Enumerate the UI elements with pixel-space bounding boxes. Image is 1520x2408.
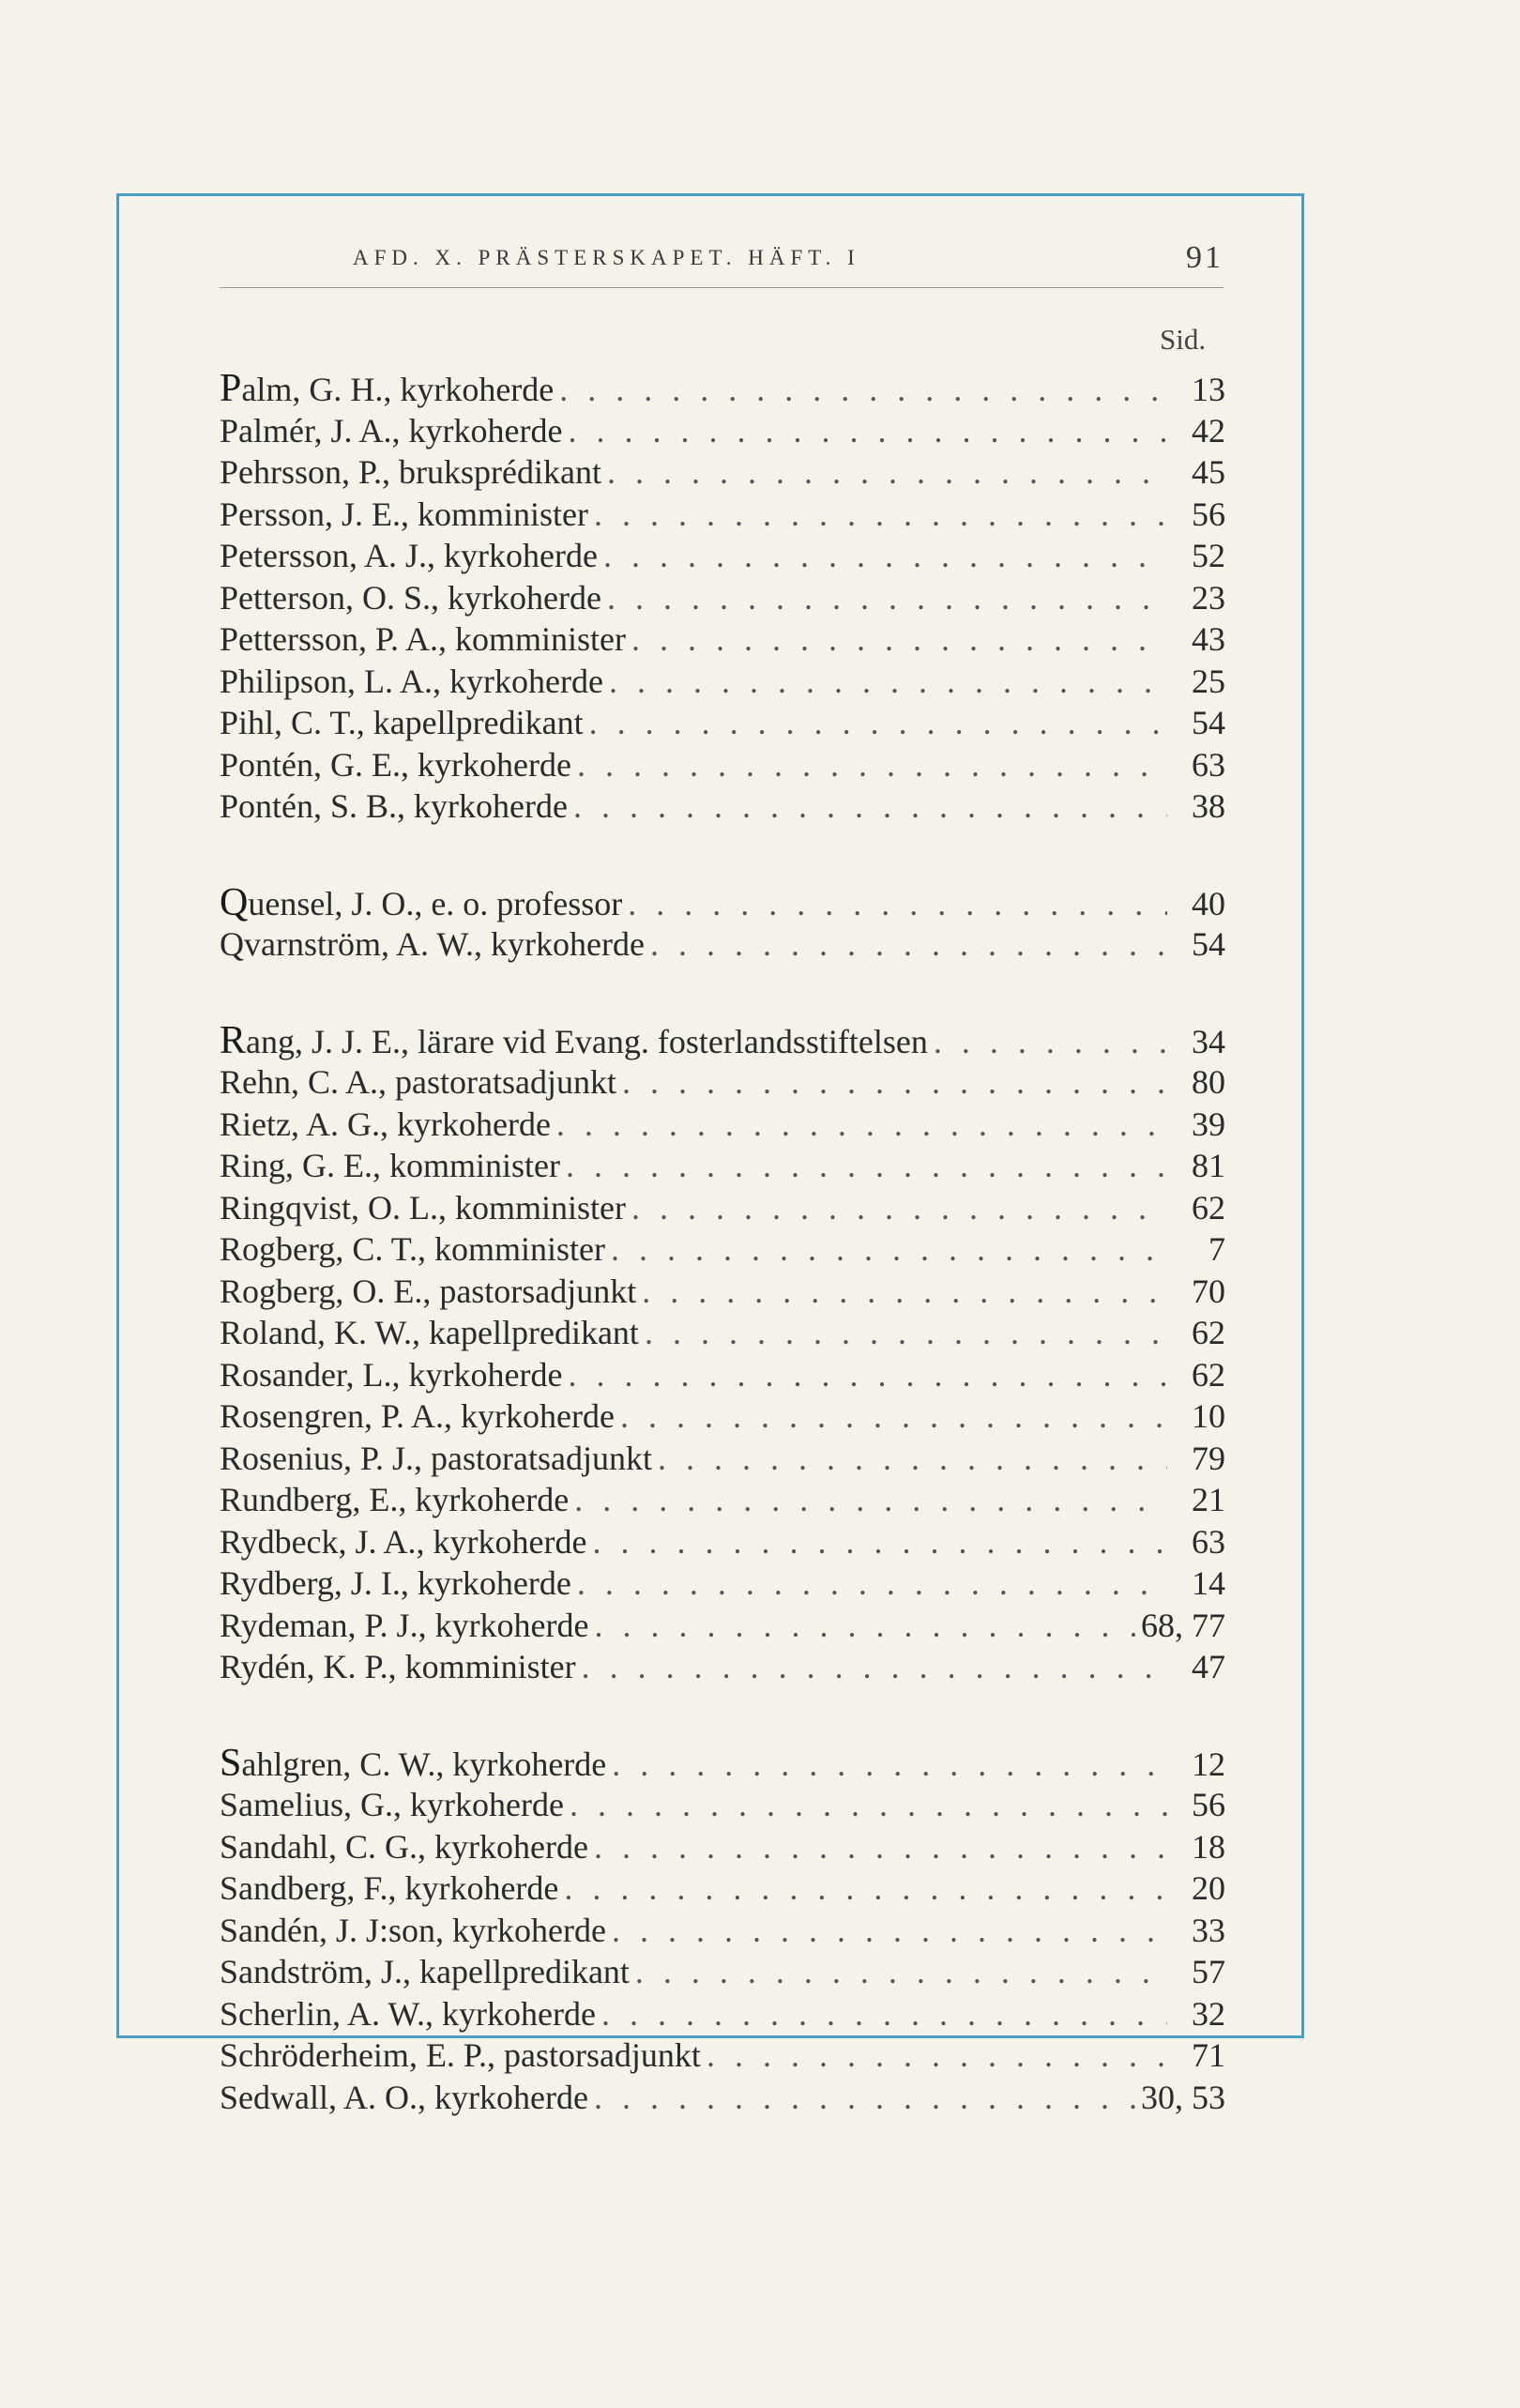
entry-name	[220, 410, 562, 451]
entry-text: alm, G. H., kyrkoherde	[241, 371, 555, 408]
page-number: 91	[1186, 240, 1224, 275]
entry-name	[220, 1228, 605, 1270]
entry-text: Ringqvist, O. L., komminister	[220, 1188, 627, 1227]
entry-page-reference: 34	[1192, 1022, 1225, 1060]
index-entry	[220, 1743, 1225, 1785]
index-entry	[220, 1646, 1225, 1688]
entry-text: Persson, J. E., komminister	[220, 495, 588, 533]
index-entry	[220, 1020, 1225, 1062]
entry-page-reference: 42	[1192, 411, 1225, 450]
entry-initial-letter: P	[220, 367, 242, 410]
dot-leader	[622, 883, 1167, 924]
entry-page-reference: 62	[1192, 1314, 1225, 1351]
entry-name	[220, 535, 598, 576]
index-letter-group	[220, 368, 1225, 828]
index-entry	[220, 744, 1225, 786]
entry-name	[220, 368, 554, 410]
entry-text: ang, J. J. E., lärare vid Evang. fosterlandsstiftelsen	[246, 1022, 928, 1060]
index-entry	[220, 1910, 1225, 1952]
index-entry	[220, 1784, 1225, 1826]
entry-name	[220, 661, 603, 702]
entry-text: Pihl, C. T., kapellpredikant	[220, 704, 584, 741]
entry-page-reference: 56	[1192, 1786, 1225, 1823]
entry-text: Pehrsson, P., bruksprédikant	[220, 453, 601, 491]
entry-name	[220, 618, 626, 660]
entry-name	[220, 2035, 701, 2076]
entry-page-reference: 18	[1192, 1827, 1225, 1866]
entry-page-reference: 23	[1192, 578, 1225, 617]
entry-name	[220, 923, 645, 965]
entry-page-reference: 54	[1192, 704, 1225, 741]
entry-text: Pontén, S. B., kyrkoherde	[220, 787, 568, 825]
entry-page-reference: 52	[1192, 537, 1225, 574]
dot-leader	[560, 1145, 1167, 1186]
dot-leader	[586, 1521, 1167, 1562]
entry-name	[220, 1562, 571, 1604]
index-entry	[220, 1993, 1225, 2035]
entry-name	[220, 1605, 589, 1646]
entry-page-reference: 47	[1192, 1648, 1225, 1685]
index-entry	[220, 1479, 1225, 1521]
index-entry	[220, 577, 1225, 619]
entry-name	[220, 1145, 560, 1186]
entry-page-reference: 81	[1192, 1147, 1225, 1184]
entry-initial-letter: Q	[220, 880, 249, 924]
entry-text: Rundberg, E., kyrkoherde	[220, 1481, 570, 1518]
entry-page-reference: 7	[1208, 1230, 1225, 1268]
dot-leader	[636, 1271, 1167, 1312]
entry-page-reference: 25	[1192, 662, 1225, 700]
index-entry	[220, 661, 1225, 703]
running-header	[220, 236, 1233, 283]
entry-page-reference: 62	[1192, 1355, 1225, 1394]
entry-text: Sedwall, A. O., kyrkoherde	[220, 2078, 588, 2116]
index-entry	[220, 1826, 1225, 1868]
index-entry	[220, 1271, 1225, 1313]
dot-leader	[601, 577, 1167, 618]
entry-text: Palmér, J. A., kyrkoherde	[220, 411, 563, 450]
dot-leader	[584, 702, 1167, 743]
entry-page-reference: 30, 53	[1141, 2078, 1225, 2116]
entry-name	[220, 744, 571, 785]
dot-leader	[554, 369, 1167, 410]
entry-page-reference: 10	[1192, 1397, 1225, 1435]
dot-leader	[615, 1395, 1167, 1437]
index-entry	[220, 2035, 1225, 2077]
dot-leader	[562, 1354, 1167, 1395]
entry-page-reference: 54	[1192, 925, 1225, 963]
entry-name	[220, 1867, 558, 1909]
dot-leader	[562, 410, 1167, 451]
entry-name	[220, 1521, 586, 1562]
entry-name	[220, 451, 601, 493]
entry-name	[220, 1951, 630, 1992]
index-entry	[220, 494, 1225, 536]
dot-leader	[558, 1867, 1167, 1909]
entry-text: Sandström, J., kapellpredikant	[220, 1953, 630, 1990]
entry-text: Schröderheim, E. P., pastorsadjunkt	[220, 2036, 701, 2074]
entry-page-reference: 14	[1192, 1564, 1225, 1602]
dot-leader	[605, 1228, 1167, 1270]
dot-leader	[601, 451, 1167, 493]
dot-leader	[630, 1951, 1167, 1992]
entry-text: Rosenius, P. J., pastoratsadjunkt	[220, 1439, 653, 1477]
index-entry	[220, 535, 1225, 577]
index-entry	[220, 410, 1225, 452]
index-entry	[220, 1145, 1225, 1187]
entry-page-reference: 45	[1192, 453, 1225, 491]
index-letter-group	[220, 1020, 1225, 1688]
entry-name	[220, 1061, 616, 1103]
entry-text: ahlgren, C. W., kyrkoherde	[241, 1745, 607, 1783]
index-letter-group	[220, 882, 1225, 966]
entry-page-reference: 63	[1192, 745, 1225, 784]
running-header-title: AFD. X. PRÄSTERSKAPET. HÄFT. I	[353, 246, 860, 269]
entry-name	[220, 702, 584, 743]
entry-text: Sandberg, F., kyrkoherde	[220, 1869, 559, 1907]
entry-name	[220, 1479, 569, 1520]
entry-page-reference: 71	[1192, 2036, 1225, 2074]
entry-page-reference: 40	[1192, 884, 1225, 922]
index-entry	[220, 1951, 1225, 1993]
entry-text: Rehn, C. A., pastoratsadjunkt	[220, 1063, 616, 1101]
entry-page-reference: 33	[1192, 1911, 1225, 1949]
index-entry	[220, 1867, 1225, 1910]
index-letter-group	[220, 1743, 1225, 2119]
entry-name	[220, 1020, 928, 1062]
entry-name	[220, 1646, 576, 1687]
dot-leader	[603, 661, 1167, 702]
dot-leader	[616, 1061, 1167, 1103]
entry-page-reference: 43	[1192, 620, 1225, 658]
entry-page-reference: 70	[1192, 1272, 1225, 1310]
dot-leader	[596, 1993, 1167, 2035]
entry-page-reference: 32	[1192, 1994, 1225, 2033]
entry-page-reference: 62	[1192, 1188, 1225, 1227]
index-entry	[220, 1438, 1225, 1480]
index-entry	[220, 1605, 1225, 1647]
entry-text: Rydberg, J. I., kyrkoherde	[220, 1564, 571, 1602]
entry-text: Ring, G. E., komminister	[220, 1147, 560, 1184]
dot-leader	[588, 494, 1167, 535]
entry-name	[220, 1354, 562, 1395]
dot-leader	[606, 1744, 1167, 1785]
entry-page-reference: 80	[1192, 1063, 1225, 1101]
index-entry	[220, 785, 1225, 828]
entry-name	[220, 494, 588, 535]
entry-name	[220, 1826, 588, 1867]
index-entry	[220, 1061, 1225, 1104]
dot-leader	[652, 1438, 1167, 1479]
entry-text: Rietz, A. G., kyrkoherde	[220, 1105, 551, 1143]
entry-initial-letter: R	[220, 1018, 247, 1062]
entry-page-reference: 20	[1192, 1869, 1225, 1907]
dot-leader	[928, 1021, 1167, 1062]
index-entry	[220, 1354, 1225, 1396]
entry-text: Pettersson, P. A., komminister	[220, 620, 627, 658]
entry-page-reference: 12	[1192, 1745, 1225, 1783]
index-entry	[220, 2077, 1225, 2119]
entry-text: Sandén, J. J:son, kyrkoherde	[220, 1911, 606, 1949]
entry-name	[220, 1784, 564, 1825]
index-entry	[220, 451, 1225, 494]
entry-text: Pontén, G. E., kyrkoherde	[220, 745, 571, 784]
entry-page-reference: 63	[1192, 1522, 1225, 1561]
entry-text: Philipson, L. A., kyrkoherde	[220, 662, 603, 700]
entry-name	[220, 882, 622, 924]
dot-leader	[645, 923, 1167, 965]
dot-leader	[564, 1784, 1167, 1825]
dot-leader	[576, 1646, 1167, 1687]
name-index	[220, 368, 1225, 2172]
entry-name	[220, 577, 601, 618]
dot-leader	[571, 1562, 1167, 1604]
page-column-label: Sid.	[1160, 323, 1207, 356]
entry-text: Rydbeck, J. A., kyrkoherde	[220, 1522, 587, 1561]
dot-leader	[568, 785, 1167, 827]
dot-leader	[571, 744, 1167, 785]
entry-text: Roland, K. W., kapellpredikant	[220, 1314, 639, 1351]
entry-page-reference: 13	[1192, 371, 1225, 408]
entry-name	[220, 1312, 639, 1353]
entry-name	[220, 1271, 636, 1312]
dot-leader	[598, 535, 1167, 576]
entry-page-reference: 21	[1192, 1481, 1225, 1518]
entry-page-reference: 56	[1192, 495, 1225, 533]
dot-leader	[701, 2035, 1167, 2076]
entry-text: Qvarnström, A. W., kyrkoherde	[220, 925, 645, 963]
dot-leader	[551, 1104, 1167, 1145]
dot-leader	[588, 1826, 1167, 1867]
index-entry	[220, 1312, 1225, 1354]
entry-text: Petterson, O. S., kyrkoherde	[220, 578, 601, 617]
entry-name	[220, 2077, 588, 2118]
index-entry	[220, 1228, 1225, 1271]
entry-name	[220, 1743, 606, 1785]
index-entry	[220, 1521, 1225, 1563]
dot-leader	[569, 1479, 1167, 1520]
entry-page-reference: 57	[1192, 1953, 1225, 1990]
dot-leader	[626, 618, 1167, 660]
index-entry	[220, 923, 1225, 966]
dot-leader	[606, 1910, 1167, 1951]
dot-leader	[626, 1187, 1167, 1228]
index-entry	[220, 618, 1225, 661]
entry-text: Rydeman, P. J., kyrkoherde	[220, 1606, 589, 1644]
entry-name	[220, 1438, 652, 1479]
entry-text: uensel, J. O., e. o. professor	[248, 884, 623, 922]
entry-text: Rogberg, C. T., komminister	[220, 1230, 605, 1268]
entry-page-reference: 39	[1192, 1105, 1225, 1143]
entry-name	[220, 785, 568, 827]
entry-text: Rosengren, P. A., kyrkoherde	[220, 1397, 615, 1435]
header-rule	[220, 287, 1224, 288]
dot-leader	[589, 1605, 1135, 1646]
entry-text: Rosander, L., kyrkoherde	[220, 1355, 563, 1394]
dot-leader	[639, 1312, 1167, 1353]
entry-page-reference: 38	[1192, 787, 1225, 825]
entry-initial-letter: S	[220, 1741, 242, 1785]
entry-text: Scherlin, A. W., kyrkoherde	[220, 1994, 596, 2033]
entry-name	[220, 1993, 596, 2035]
index-entry	[220, 1395, 1225, 1438]
entry-text: Samelius, G., kyrkoherde	[220, 1786, 564, 1823]
entry-name	[220, 1910, 606, 1951]
entry-name	[220, 1187, 626, 1228]
entry-name	[220, 1395, 615, 1437]
index-entry	[220, 1187, 1225, 1229]
entry-name	[220, 1104, 551, 1145]
dot-leader	[588, 2077, 1135, 2118]
entry-text: Rogberg, O. E., pastorsadjunkt	[220, 1272, 637, 1310]
entry-page-reference: 68, 77	[1141, 1606, 1225, 1644]
index-entry	[220, 368, 1225, 410]
entry-text: Rydén, K. P., komminister	[220, 1648, 576, 1685]
entry-text: Sandahl, C. G., kyrkoherde	[220, 1827, 588, 1866]
index-entry	[220, 882, 1225, 924]
index-entry	[220, 702, 1225, 744]
index-entry	[220, 1104, 1225, 1146]
entry-page-reference: 79	[1192, 1439, 1225, 1477]
index-entry	[220, 1562, 1225, 1605]
entry-text: Petersson, A. J., kyrkoherde	[220, 537, 598, 574]
